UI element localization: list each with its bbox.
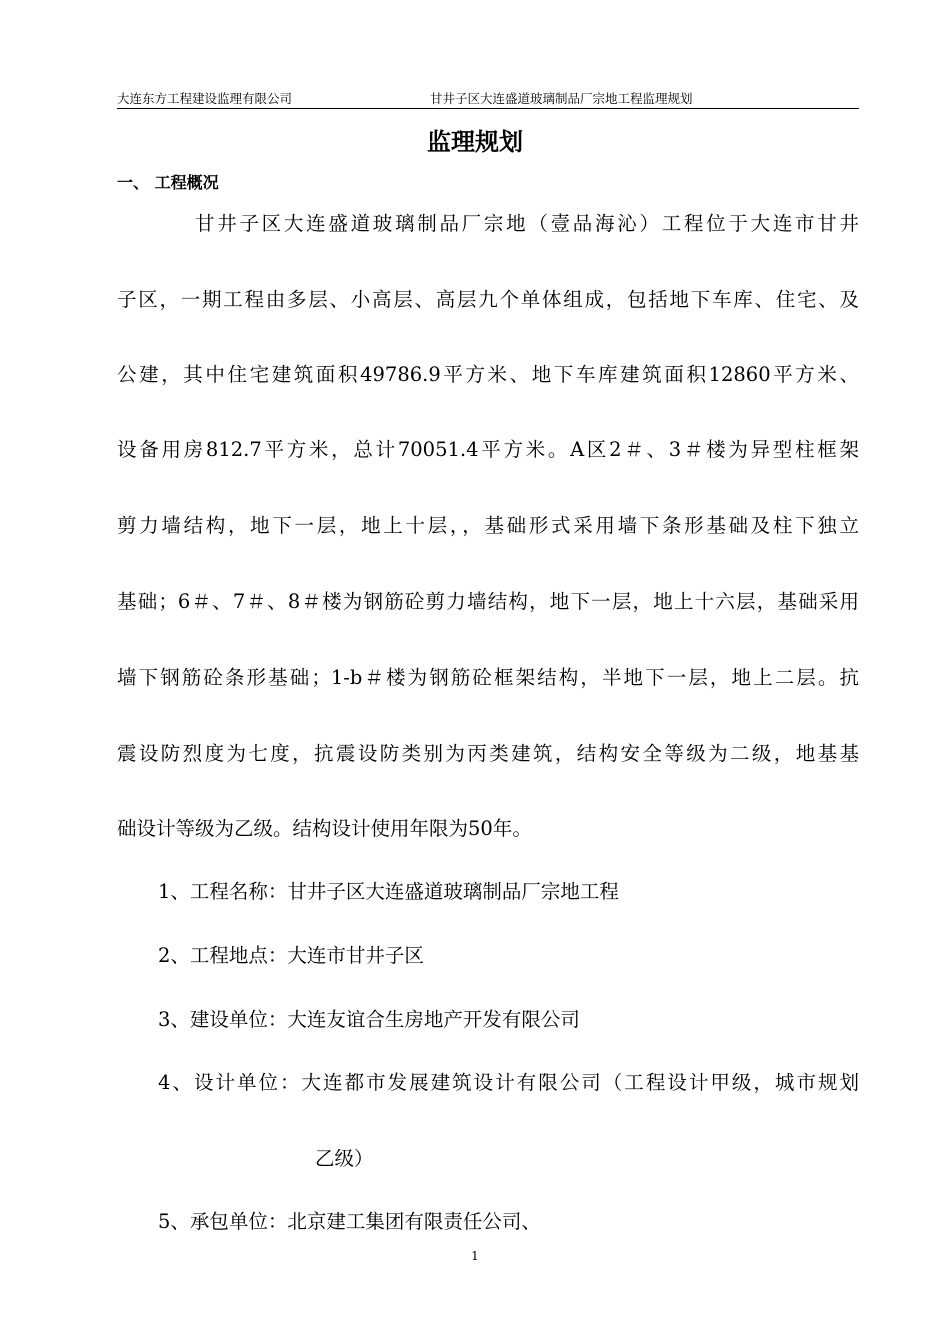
- overview-line: 子区，一期工程由多层、小高层、高层九个单体组成，包括地下车库、住宅、及: [117, 288, 859, 311]
- page-header: [117, 90, 859, 109]
- overview-line: 公建，其中住宅建筑面积49786.9平方米、地下车库建筑面积12860平方米、: [117, 363, 859, 386]
- overview-line: 础设计等级为乙级。结构设计使用年限为50年。: [117, 817, 532, 840]
- project-location-item: 2、工程地点：大连市甘井子区: [158, 944, 424, 967]
- designer-item: 4、设计单位：大连都市发展建筑设计有限公司（工程设计甲级，城市规划: [158, 1071, 859, 1094]
- overview-line: 墙下钢筋砼条形基础；1-b＃楼为钢筋砼框架结构，半地下一层，地上二层。抗: [117, 666, 859, 689]
- page-number: 1: [471, 1249, 479, 1263]
- overview-line: 基础；6＃、7＃、8＃楼为钢筋砼剪力墙结构，地下一层，地上十六层，基础采用: [117, 590, 859, 613]
- overview-line: 剪力墙结构，地下一层，地上十层，，基础形式采用墙下条形基础及柱下独立: [117, 514, 859, 537]
- page-title: 监理规划: [427, 128, 523, 156]
- overview-line: 设备用房812.7平方米，总计70051.4平方米。A区2＃、3＃楼为异型柱框架: [117, 438, 859, 461]
- contractor-item: 5、承包单位：北京建工集团有限责任公司、: [158, 1210, 541, 1233]
- designer-item-continuation: 乙级）: [315, 1147, 374, 1170]
- overview-line: 震设防烈度为七度，抗震设防类别为丙类建筑，结构安全等级为二级，地基基: [117, 742, 859, 765]
- section-heading: 一、 工程概况: [117, 173, 219, 192]
- overview-line: 甘井子区大连盛道玻璃制品厂宗地（壹品海沁）工程位于大连市甘井: [195, 212, 859, 235]
- header-company: 大连东方工程建设监理有限公司: [117, 91, 293, 106]
- owner-item: 3、建设单位：大连友谊合生房地产开发有限公司: [158, 1008, 580, 1031]
- header-project: 甘井子区大连盛道玻璃制品厂宗地工程监理规划: [430, 91, 693, 106]
- project-name-item: 1、工程名称：甘井子区大连盛道玻璃制品厂宗地工程: [158, 880, 619, 903]
